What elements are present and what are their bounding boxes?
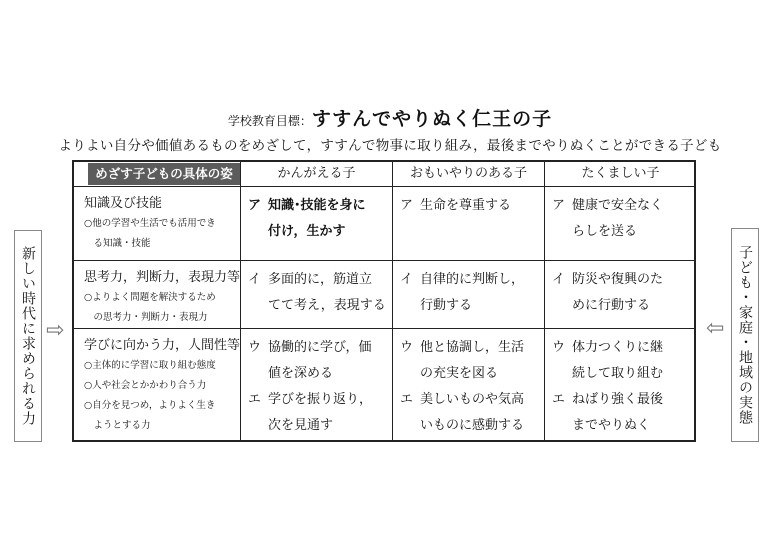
cell-line <box>248 387 392 413</box>
cell-line <box>552 267 696 293</box>
table-cell <box>248 193 392 245</box>
goal-main: すすんでやりぬく仁王の子 <box>311 108 553 130</box>
item-marker: イ <box>400 272 414 287</box>
item-text: 健康で安全なく <box>572 198 664 213</box>
cell-line <box>400 387 544 413</box>
cell-line <box>552 387 696 413</box>
cell-line <box>552 293 696 319</box>
item-text: 次を見通す <box>268 418 334 433</box>
right-side-box: 子ども・家庭・地域の実態 <box>731 228 759 442</box>
item-text: てて考え，表現する <box>268 298 386 313</box>
cell-line <box>400 267 544 293</box>
table-cell <box>552 193 696 245</box>
item-marker: イ <box>552 272 566 287</box>
column-header: おもいやりのある子 <box>409 166 527 181</box>
table-cell <box>552 267 696 319</box>
item-text: 協働的に学び，価 <box>268 340 372 355</box>
cell-line <box>552 193 696 219</box>
item-text: の充実を図る <box>420 366 499 381</box>
item-text: らしを送る <box>572 224 638 239</box>
cell-line <box>248 293 392 319</box>
row-sub-item: ようとする力 <box>84 420 151 431</box>
item-marker: ア <box>248 198 262 213</box>
item-text: 付け，生かす <box>268 224 346 239</box>
item-marker: イ <box>248 272 262 287</box>
cell-line <box>400 413 544 439</box>
item-text: 値を深める <box>268 366 334 381</box>
row-sub-item: ○人や社会とかかわり合う力 <box>84 380 207 391</box>
cell-line <box>552 335 696 361</box>
item-text: 学びを振り返り， <box>268 392 373 407</box>
item-marker: ウ <box>400 340 414 355</box>
cell-line <box>248 267 392 293</box>
column-header: かんがえる子 <box>277 166 356 181</box>
cell-line <box>248 361 392 387</box>
goal-label: 学校教育目標： <box>227 114 312 128</box>
item-marker: ウ <box>552 340 566 355</box>
item-text: までやりぬく <box>572 418 651 433</box>
cell-line <box>248 335 392 361</box>
item-marker: エ <box>552 392 566 407</box>
goals-table <box>72 160 696 442</box>
item-marker: エ <box>400 392 414 407</box>
item-text: ねばり強く最後 <box>572 392 664 407</box>
col-divider <box>240 162 241 440</box>
column-header: たくましい子 <box>581 166 660 181</box>
row-label: 思考力，判断力，表現力等 <box>84 270 241 285</box>
cell-line <box>400 335 544 361</box>
table-cell <box>248 335 392 439</box>
item-text: 多面的に，筋道立 <box>268 272 373 287</box>
row-divider <box>74 328 694 329</box>
left-side-box: 新しい時代に求められる力 <box>14 230 42 442</box>
item-text: 体力つくりに継 <box>572 340 664 355</box>
cell-line <box>248 193 392 219</box>
cell-line <box>400 193 544 219</box>
cell-line <box>400 293 544 319</box>
cell-line <box>552 219 696 245</box>
row-sub-item: ○他の学習や生活でも活用でき <box>84 218 216 229</box>
row-label: 知識及び技能 <box>84 196 163 211</box>
row-label: 学びに向かう力，人間性等 <box>84 338 241 353</box>
cell-line <box>552 361 696 387</box>
item-text: 防災や復興のた <box>572 272 664 287</box>
item-text: いものに感動する <box>420 418 525 433</box>
item-marker: ウ <box>248 340 262 355</box>
item-text: 自律的に判断し， <box>420 272 525 287</box>
item-text: めに行動する <box>572 298 651 313</box>
item-text: 続して取り組む <box>572 366 664 381</box>
item-marker: ア <box>552 198 566 213</box>
item-text: 知識･技能を身に <box>268 198 366 213</box>
table-cell <box>248 267 392 319</box>
item-text: 生命を尊重する <box>420 198 512 213</box>
row-sub-item: ○主体的に学習に取り組む態度 <box>84 360 216 371</box>
school-goal <box>0 104 780 131</box>
cell-line <box>400 361 544 387</box>
item-text: 他と協調し，生活 <box>420 340 525 355</box>
right-arrow-icon: ⇨ <box>46 318 65 343</box>
col-divider <box>392 162 393 440</box>
table-cell <box>552 335 696 439</box>
left-arrow-icon: ⇦ <box>706 316 725 341</box>
cell-line <box>552 413 696 439</box>
cell-line <box>248 413 392 439</box>
row-divider <box>74 260 694 261</box>
item-marker: エ <box>248 392 262 407</box>
col-divider <box>544 162 545 440</box>
row-sub-item: ○よりよく問題を解決するため <box>84 292 216 303</box>
table-cell <box>400 193 544 219</box>
row-sub-item: る知識・技能 <box>84 238 151 249</box>
cell-line <box>248 219 392 245</box>
item-text: 美しいものや気高 <box>420 392 525 407</box>
item-text: 行動する <box>420 298 473 313</box>
goal-subtitle: よりよい自分や価値あるものをめざして，すすんで物事に取り組み，最後までやりぬくことができる子ども <box>58 138 722 154</box>
table-cell <box>400 267 544 319</box>
header-badge: めざす子どもの具体の姿 <box>88 163 240 185</box>
row-divider <box>74 186 694 187</box>
row-sub-item: の思考力・判断力・表現力 <box>84 312 208 323</box>
table-cell <box>400 335 544 439</box>
row-sub-item: ○自分を見つめ，よりよく生き <box>84 400 216 411</box>
item-marker: ア <box>400 198 414 213</box>
